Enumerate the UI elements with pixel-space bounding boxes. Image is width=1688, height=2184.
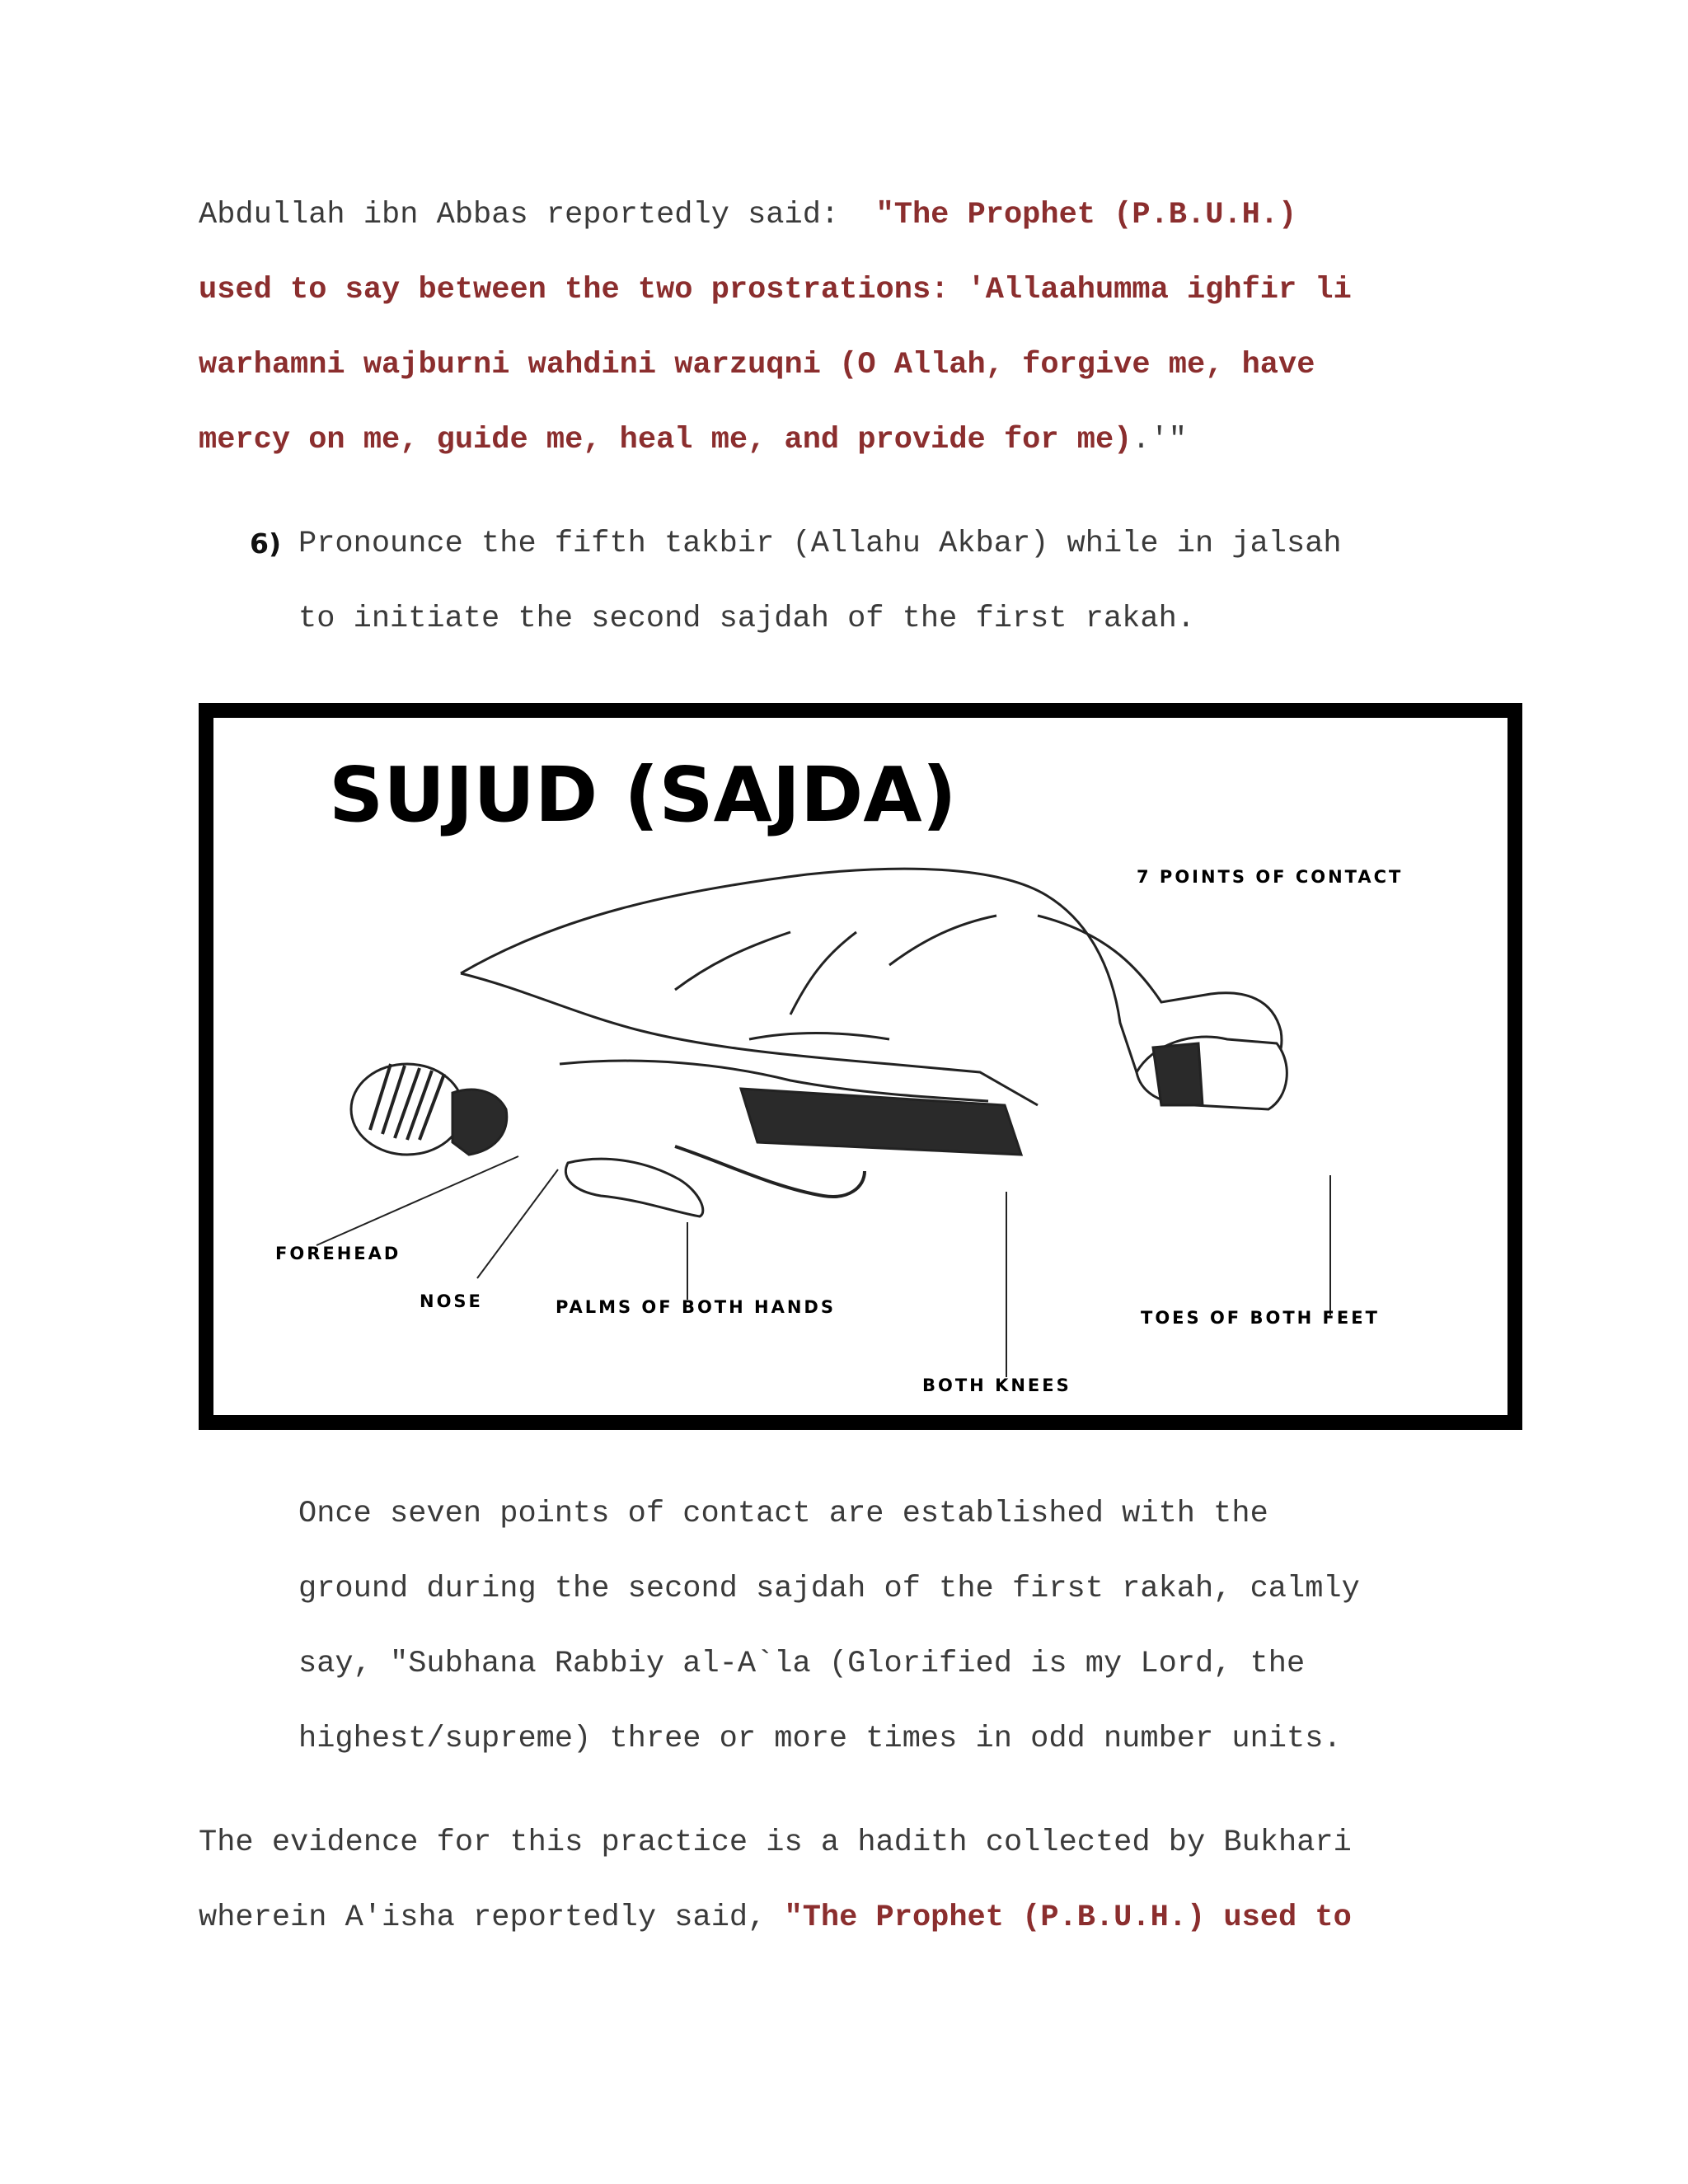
prostrating-person-drawing [351, 869, 1287, 1216]
label-toes: TOES OF BOTH FEET [1141, 1308, 1380, 1328]
sujud-illustration [213, 718, 1507, 1415]
quote-intro: Abdullah ibn Abbas reportedly said: [199, 198, 876, 232]
label-knees: BOTH KNEES [922, 1376, 1071, 1395]
paragraph-line-2: ground during the second sajdah of the first rakah, calmly [298, 1572, 1360, 1606]
paragraph-line-3: say, "Subhana Rabbiy al-A`la (Glorified is my Lord, the [298, 1647, 1306, 1681]
label-palms: PALMS OF BOTH HANDS [556, 1297, 836, 1317]
step-number: 6) [250, 527, 282, 560]
figure-title: SUJUD (SAJDA) [329, 751, 957, 839]
paragraph-line-4: highest/supreme) three or more times in odd number units. [298, 1722, 1342, 1756]
figure-subtitle: 7 POINTS OF CONTACT [1137, 867, 1404, 887]
step-text-line-1: Pronounce the fifth takbir (Allahu Akbar) while in jalsah [298, 527, 1342, 561]
evidence-line-1: The evidence for this practice is a hadith collected by Bukhari [199, 1825, 1352, 1860]
leader-lines [316, 1156, 1330, 1377]
evidence-line-2 [199, 1897, 1352, 1938]
quote-line-2: used to say between the two prostrations: 'Allaahumma ighfir li [199, 273, 1352, 307]
quote-line-3: warhamni wajburni wahdini warzuqni (O Allah, forgive me, have [199, 348, 1315, 382]
quote-line-1 [199, 194, 1296, 236]
evidence-quote: "The Prophet (P.B.U.H.) used to [784, 1900, 1352, 1935]
quote-close: .'" [1132, 423, 1188, 457]
quote-text: "The Prophet (P.B.U.H.) [875, 198, 1297, 232]
quote-text: mercy on me, guide me, heal me, and provide for me) [199, 423, 1132, 457]
label-nose: NOSE [420, 1291, 483, 1311]
step-text-line-2: to initiate the second sajdah of the first rakah. [298, 602, 1195, 636]
sujud-figure [199, 703, 1522, 1430]
paragraph-line-1: Once seven points of contact are established with the [298, 1497, 1268, 1531]
evidence-intro: wherein A'isha reportedly said, [199, 1900, 785, 1935]
label-forehead: FOREHEAD [275, 1244, 401, 1263]
quote-line-4 [199, 419, 1187, 461]
